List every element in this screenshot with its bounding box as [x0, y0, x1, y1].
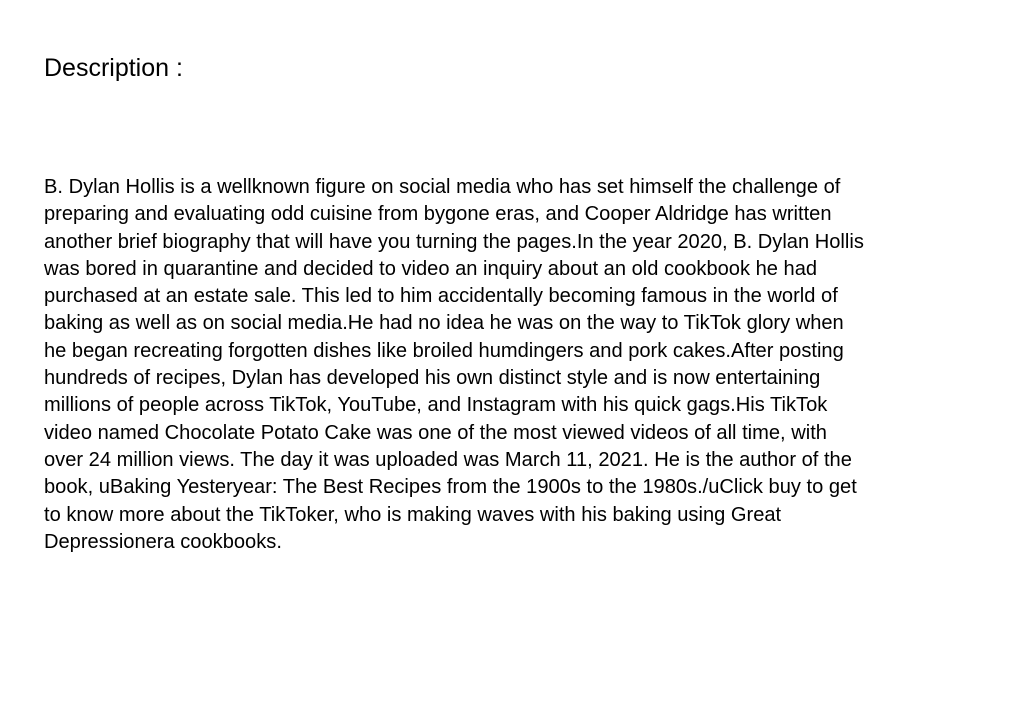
body-line: he began recreating forgotten dishes like broiled humdingers and pork cakes.After posting — [44, 339, 844, 362]
body-line: millions of people across TikTok, YouTube, and Instagram with his quick gags.His TikTok — [44, 394, 828, 417]
body-line: to know more about the TikToker, who is making waves with his baking using Great — [44, 503, 782, 526]
body-line: hundreds of recipes, Dylan has developed his own distinct style and is now entertaining — [44, 367, 821, 390]
body-line: Depressionera cookbooks. — [44, 530, 282, 553]
description-body — [44, 174, 984, 556]
body-line: B. Dylan Hollis is a wellknown figure on social media who has set himself the challenge of — [44, 176, 841, 198]
body-line: was bored in quarantine and decided to video an inquiry about an old cookbook he had — [44, 257, 818, 280]
body-line: video named Chocolate Potato Cake was one of the most viewed videos of all time, with — [44, 421, 827, 444]
body-line: preparing and evaluating odd cuisine from bygone eras, and Cooper Aldridge has written — [44, 203, 832, 226]
body-line: book, uBaking Yesteryear: The Best Recipes from the 1900s to the 1980s./uClick buy to get — [44, 476, 857, 499]
body-line: purchased at an estate sale. This led to him accidentally becoming famous in the world of — [44, 285, 838, 308]
body-line: baking as well as on social media.He had no idea he was on the way to TikTok glory when — [44, 312, 844, 335]
body-line: another brief biography that will have you turning the pages.In the year 2020, B. Dylan Hollis — [44, 230, 864, 253]
body-line: over 24 million views. The day it was uploaded was March 11, 2021. He is the author of the — [44, 448, 852, 471]
description-heading: Description : — [44, 54, 183, 82]
